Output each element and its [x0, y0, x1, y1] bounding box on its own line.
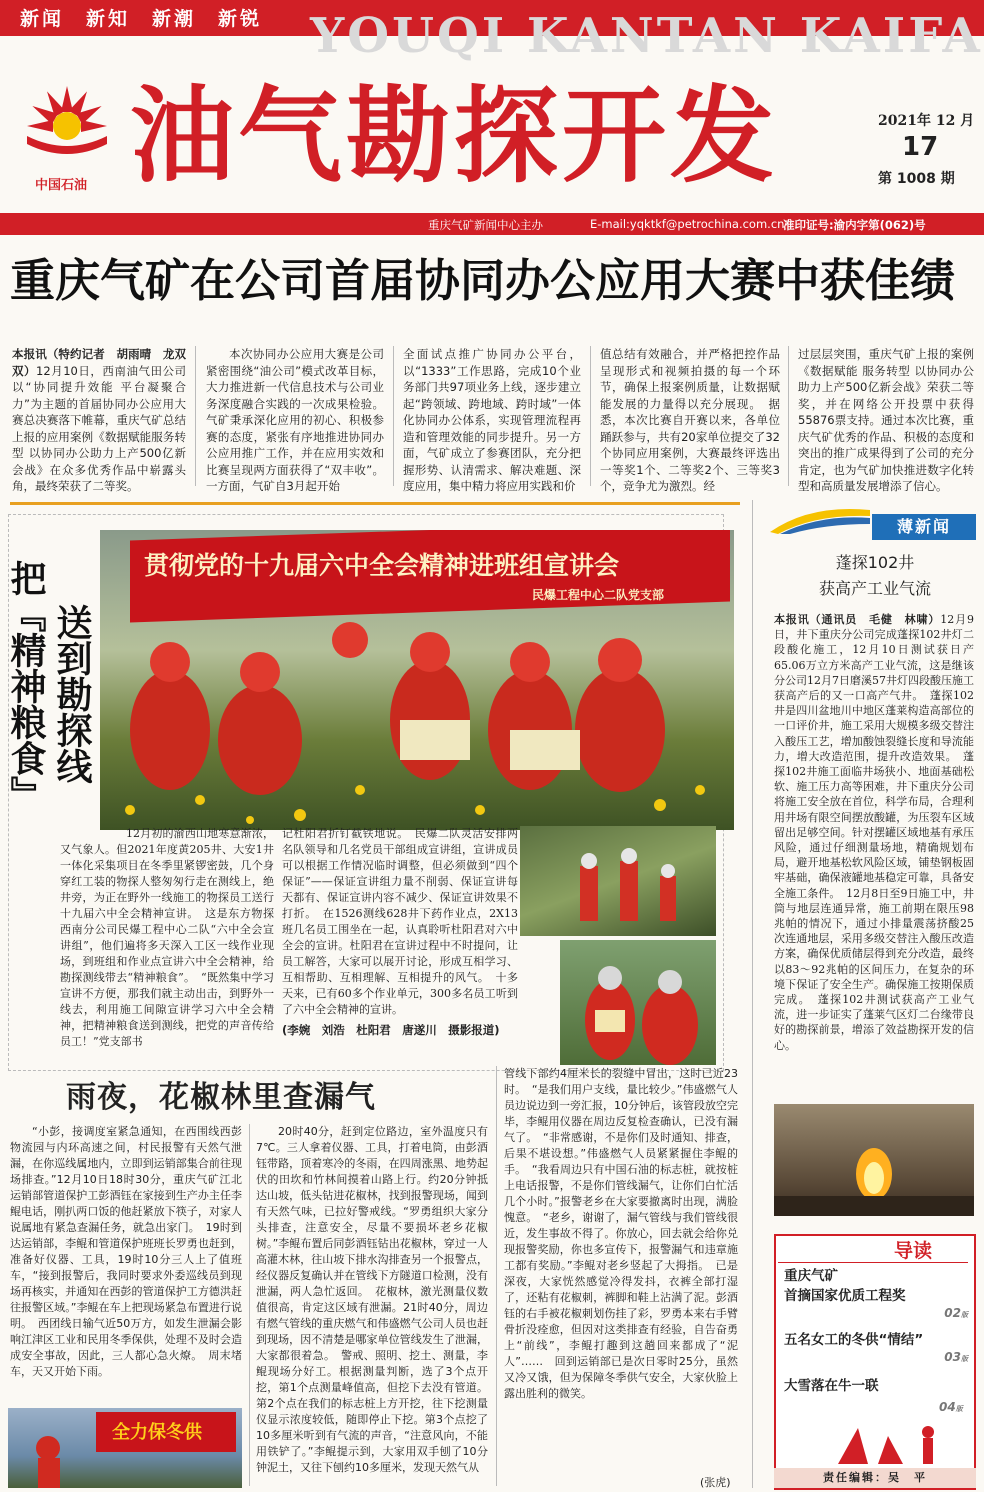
page-suffix: 版 — [961, 1355, 968, 1363]
workers-illustration — [100, 610, 734, 830]
second-text-2: 20时40分，赶到定位路边，室外温度只有7℃。三人拿着仪器、工具，打着电筒，由彭酒钰带路，顶着寒冷的冬雨，在四周涨黑、地势起伏的田坎和竹林间摸着山路上行。约20分钟抵达山坡，低头钻进花椒林，找到报警现场，闻到有天然气味，已拉好警戒线。“罗勇组织大家分头排查，注意安全，尽量不要损坏老乡花椒树。”李鲲布置后同彭酒钰钻出花椒林，穿过一人高灌木林，往山坡下排水沟排查另一个报警点，经仪器反复确认并在管线下方隧道口检测，没有泄漏，两人急忙返回。 花椒林，激光测量仪数值很高，肯定这区域有泄漏。21时40分，周边有燃气管线的重庆燃气和伟盛燃气公司人员也赶到现场，因不清楚是哪家单位管线发生了泄漏，大家都很着急。 警戒、照明、挖土、测量，李鲲现场分好工。根据测量判断，选了3个点开挖，第1个点测量峰值高，但挖下去没有管道。第2个点在我们的标志桩上方开挖，往下挖测量仪显示浓度较低，随即停止下挖。第3个点挖了10多厘米听到有气流的声音，“注意风向，不能用铁铲了。”李鲲提示到，大家用双手刨了10分钟泥土，又往下刨约10多厘米，发现天然气从 — [256, 1125, 488, 1474]
petrochina-logo-icon — [22, 80, 112, 170]
brief-body — [774, 612, 974, 1053]
brief-title-2: 获高产工业气流 — [818, 579, 931, 598]
issue-number: 第 1008 期 — [878, 171, 955, 187]
masthead-pinyin: YOUQI KANTAN KAIFA — [310, 8, 983, 64]
divider — [496, 1066, 497, 1486]
page-suffix: 版 — [961, 1311, 968, 1319]
divider — [590, 346, 591, 486]
divider — [788, 346, 789, 486]
guide-item-3[interactable] — [784, 1376, 968, 1396]
page-suffix: 版 — [955, 1405, 963, 1413]
date-line: 2021年 12 月 — [878, 113, 975, 129]
main-col-3 — [403, 346, 581, 495]
brief-text: 12月9日，井下重庆分公司完成蓬探102井灯二段酸化施工，12月10日测试获日产65.06万立方米高产工业气流，这是继该分公司12月7日磨溪57井灯四段酸压施工获高产后的又一口高产气井。 蓬探102井是四川盆地川中地区蓬莱构造高部位的一口评价井，施工采用大规模多级交替注入酸压工艺，增加酸蚀裂缝长度和导流能力，增大改造范围，提升改造效果。 蓬探102井施工面临井场狭小、地面基础松软、施工压力高等困难，井下重庆分公司将施工安全放在首位，科学布局，合理利用井场有限空间摆放酸罐，为压裂车区域留出足够空间。针对摆罐区域地基有承压风险，通过仔细测量场地，精确规划布局，避开地基松软风险区域，铺垫钢板固牢基础，确保液罐地基稳定可靠，具备安全施工条件。 12月8日至9日施工中，井筒与地层连通异常，施工前期在限压98兆帕的情况下，通过小排量震荡挤酸25次连通地层，采用多级交替注入酸压改造方案，确保优质储层得到充分改造，最终以83～92兆帕的区间压力，在复杂的环境下保证了安全生产。确保施工按期保质完成。 蓬探102井测试获高产工业气流，进一步证实了蓬莱气区灯二台缘带良好的勘探前景，增添了效益勘探开发的信心。 — [774, 613, 974, 1052]
brief-byline: 本报讯（通讯员 毛健 林啸） — [774, 613, 941, 626]
second-col-3 — [504, 1066, 738, 1402]
feature-body-1: 12月初的渝西山地寒意渐浓，又气象人。但2021年度黄205井、大安1井一体化采集项目在冬季里紧锣密鼓，几个身穿红工装的物探人整匆匆行走在测线上，绝井旁，为正在野外一线施工的物探员工送行十九届六中全会精神宣讲。 这是东方物探西南分公司民爆工程中心二队“六中全会宣讲组”，他们遍将多天深入工区一线作业现场，到班组和作业点宣讲六中全会精神，给勘探测线带去“精神粮食”。 “既然集中学习宣讲不方便，那我们就主动出击，到野外一线去，利用施工间隙宣讲学习六中全会精神，把精神粮食送到测线，把党的声音传给员工！”党支部书 — [60, 827, 274, 1048]
main-col-2 — [206, 346, 384, 495]
guide-page-3-row — [784, 1400, 968, 1414]
brief-title-1: 蓬探102井 — [835, 553, 915, 572]
feature-title-a: 把『精神粮食』 — [5, 560, 47, 812]
main-text-4: 值总结有效融合，并严格把控作品呈现形式和视频拍摄的每一个环节，确保上报案例质量，让数据赋能发展的力量得以充分展现。 据悉，本次比赛自开赛以来，各单位踊跃参与，共有20家单位提交了32个协同应用案例，大赛最终评选出一等奖1个、二等奖2个、三等奖3个，竞争尤为激烈。经 — [600, 347, 780, 493]
guide-item-page: 04 — [939, 1400, 956, 1414]
email-text: E-mail:yqktkf@petrochina.com.cn — [590, 217, 785, 231]
slogan: 新闻 新知 新潮 新锐 — [20, 8, 263, 30]
feature-body-2: 记杜阳君折钉截铁地说。 民爆二队灵活安排两名队领导和几名党员干部组成宣讲组，宣讲成员可以根据工作情况临时调整，但必须做到“四个保证”——保证宣讲组力量不削弱、保证宣讲每天都有、保证宣讲内容不减少、保证宣讲效果不打折。 在1526测线628井下药作业点，2X13班几名员工围坐在一起，认真聆听杜阳君对六中全会的宣讲。杜阳君在宣讲过程中不时提问，让员工解答，大家可以展开讨论，形成互相学习、互相帮助、互相理解、互相提升的风气。 十多天来，已有60多个作业单元，300多名员工听到了六中全会精神的宣讲。 — [282, 827, 518, 1016]
permit-text: 准印证号:渝内字第(062)号 — [783, 218, 926, 232]
feature-photo-2 — [520, 826, 716, 936]
main-col-1 — [12, 346, 186, 495]
divider — [195, 346, 196, 486]
main-headline: 重庆气矿在公司首届协同办公应用大赛中获佳绩 — [10, 254, 956, 307]
second-author: (张虎) — [700, 1476, 731, 1489]
guide-illustration — [778, 1418, 968, 1464]
guide-item-title: 重庆气矿 首摘国家优质工程奖 — [784, 1268, 906, 1304]
divider — [249, 1124, 250, 1486]
feature-photo-3 — [560, 940, 716, 1065]
guide-item-title: 大雪落在牛一联 — [784, 1378, 879, 1394]
feature-credit: (李婉 刘浩 杜阳君 唐遂川 摄影报道) — [282, 1023, 500, 1037]
main-text-2: 本次协同办公应用大赛是公司紧密围绕“油公司”模式改革目标，大力推进新一代信息技术与公司业务深度融合实践的一次成果检验。气矿秉承深化应用的初心、积极参赛的态度，紧张有序地推进协同办公应用推广工作，并在应用实效和比赛呈现两方面获得了“双丰收”。一方面，气矿自3月起开始 — [206, 347, 384, 493]
main-text-1: 12月10日，西南油气田公司以“协同提升效能 平台凝聚合力”为主题的首届协同办公应用大赛总决赛落下帷幕，重庆气矿总结上报的应用案例《数据赋能服务转型 以协同办公助力上产500亿新会战》在众多优秀作品中崭露头角，最终荣获了二等奖。 — [12, 363, 187, 493]
brief-photo-gas-flare — [774, 1104, 974, 1216]
logo-text: 中国石油 — [35, 178, 88, 193]
feature-main-photo — [100, 530, 734, 830]
guide-rule — [778, 1262, 968, 1263]
second-headline: 雨夜，花椒林里查漏气 — [66, 1080, 376, 1115]
photo-banner-label: 全力保冬供 — [112, 1422, 202, 1443]
main-col-4 — [600, 346, 780, 495]
host-text: 重庆气矿新闻中心主办 — [428, 218, 543, 232]
second-col-2 — [256, 1124, 488, 1476]
brief-tag: 薄新闻 — [872, 514, 976, 540]
guide-title: 导读 — [894, 1240, 933, 1262]
second-photo — [8, 1408, 242, 1488]
date-day: 17 — [902, 132, 939, 162]
main-col-5 — [798, 346, 974, 495]
guide-item-2[interactable] — [784, 1330, 968, 1364]
divider — [393, 346, 394, 486]
guide-item-title: 五名女工的冬供“情结” — [784, 1332, 924, 1348]
photo-banner-text: 贯彻党的十九届六中全会精神进班组宣讲会 — [144, 551, 620, 580]
main-text-5: 过层层突围，重庆气矿上报的案例《数据赋能 服务转型 以协同办公助力上产500亿新会战》荣获二等奖，并在网络公开投票中获得55876票支持。通过本次比赛，重庆气矿优秀的作品、积极的态度和突出的推广成果得到了公司的充分肯定，也为气矿加快推进数字化转型和高质量发展增添了信心。 — [798, 347, 974, 493]
guide-item-page: 02 — [944, 1306, 961, 1320]
main-text-3: 全面试点推广协同办公平台，以“1333”工作思路，完成10个业务部门共97项业务上线，逐步建立起“跨领域、跨地域、跨时域”一体化协同办公体系，实现管理流程再造和管理效能的同步提升。另一方面，气矿成立了参赛团队，充分把握形势、认清需求、解决难题、深度应用，集中精力将应用实践和价 — [403, 347, 581, 493]
second-text-3: 管线下部约4厘米长的裂缝中冒出，这时已近23时。 “是我们用户支线，量比较少。”伟盛燃气人员边说边到一旁汇报，10分钟后，该管段放空完毕，李鲲用仪器在周边反复检查确认，已没有漏气了。 “非常感谢，不是你们及时通知、排查，后果不堪设想。”伟盛燃气人员紧紧握住李鲲的手。 “我看周边只有中国石油的标志桩，就按桩上电话报警，不是你们管线漏气，让你们白忙活几个小时。”报警老乡在大家要撤离时出现，满脸愧意。 “老乡，谢谢了，漏气管线与我们管线很近，发生事故不得了。你放心，回去就会给你兑现报警奖励，你也多宣传下，报警漏气和违章施工都有奖励。”李鲲对老乡竖起了大拇指。 已是深夜，大家恍然感觉冷得发抖，衣裤全部打湿了，还粘有花椒刺，裤脚和鞋上沾满了泥。彭酒钰的右手被花椒刺划伤挂了彩，罗勇本来右手臂骨折没痊愈，但因对这类排查有经验，自告奋勇上“前线”，李鲲打趣到这趟回来都成了“泥人”…… 回到运销部已是次日零时25分，虽然又冷又饿，但为保障冬季供气安全，大家伙脸上露出胜利的微笑。 — [504, 1067, 738, 1400]
second-text-1: “小彭，接调度室紧急通知，在西围线西彭物流园与内环高速之间，村民报警有天然气泄漏，在你巡线属地内，立即到运销部集合前往现场排查。”12月10日18时30分，重庆气矿江北运销部管道保护工彭酒钰在家接到生产办主任李鲲电话，刚扒两口饭的他赶紧放下筷子，对家人说属地有紧急查漏任务，就急出家门。 19时到达运销部，李鲲和管道保护班班长罗勇也赶到，准备好仪器、工具，19时10分三人上了值班车，“接到报警后，我同时要求外委巡线员到现场再核实，并通知在西彭的管道保护工方德洪赶往报警区域。”李鲲在车上把现场紧急布置进行说明。 西团线日输气近50万方，如发生泄漏会影响江津区工业和民用冬季保供，处理不及时会造成安全事故，因此，三人都心急火燎。 周末堵车，天又开始下雨。 — [10, 1125, 242, 1378]
divider — [752, 500, 753, 1488]
section-rule — [10, 502, 740, 505]
masthead-title: 油气勘探开发 — [130, 74, 779, 197]
info-bar — [0, 213, 984, 235]
brief-swoosh — [770, 504, 870, 534]
editor-credit: 责任编辑：吴 平 — [774, 1468, 976, 1488]
guide-item-page: 03 — [944, 1350, 961, 1364]
guide-item-1[interactable] — [784, 1266, 968, 1320]
feature-title-b: 送到勘探线 — [51, 604, 93, 784]
main-byline: 本报讯（特约记者 胡雨晴 龙双双） — [12, 347, 186, 378]
second-col-1 — [10, 1124, 242, 1380]
photo-banner-sub: 民爆工程中心二队党支部 — [532, 588, 665, 602]
